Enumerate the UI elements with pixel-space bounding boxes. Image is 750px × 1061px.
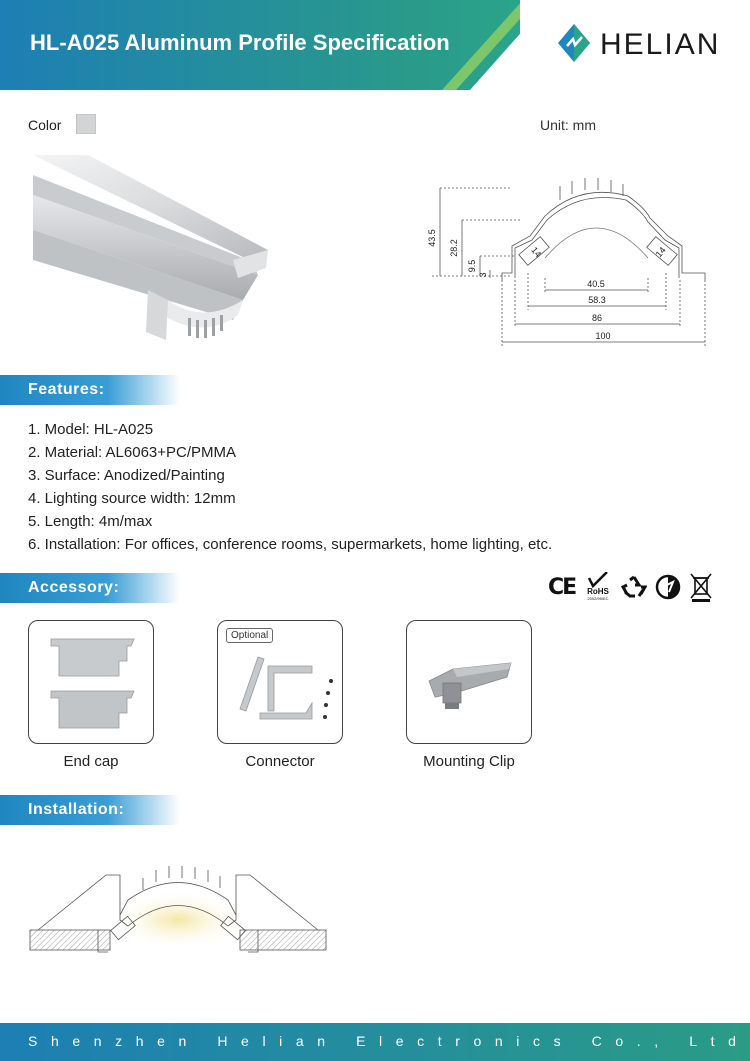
features-list xyxy=(28,418,552,556)
recycle-icon xyxy=(621,574,647,600)
dim-width-outer: 86 xyxy=(591,313,603,323)
company-name: Shenzhen Helian Electronics Co., Ltd xyxy=(28,1033,750,1049)
product-photo xyxy=(28,150,273,355)
connector-caption: Connector xyxy=(245,753,315,770)
dim-height-low: 9.5 xyxy=(467,259,477,273)
color-swatch xyxy=(76,114,96,134)
page-title: HL-A025 Aluminum Profile Specification xyxy=(30,30,450,55)
brand-name: HELIAN xyxy=(600,28,721,61)
footer-bar xyxy=(0,1023,750,1061)
dim-strip-left: 14 xyxy=(529,245,544,260)
accessory-section-bar xyxy=(0,573,180,603)
certification-icons xyxy=(548,572,728,602)
color-label: Color xyxy=(28,117,62,133)
connector-image xyxy=(217,620,343,744)
feature-item: 1. Model: HL-A025 xyxy=(28,421,154,438)
dim-width-mid: 58.3 xyxy=(588,295,606,305)
profile-cross-section-drawing xyxy=(420,178,720,358)
dim-height-small: 3 xyxy=(478,272,488,278)
unit-label: Unit: mm xyxy=(540,117,596,133)
header-banner xyxy=(0,0,750,90)
weee-bin-icon xyxy=(689,572,713,602)
feature-item: 2. Material: AL6063+PC/PMMA xyxy=(28,444,237,461)
dim-height-mid: 28.2 xyxy=(449,239,459,257)
feature-item: 6. Installation: For offices, conference rooms, supermarkets, home lighting, etc. xyxy=(28,536,553,553)
rohs-text: RoHS xyxy=(587,587,610,596)
helian-logo-icon xyxy=(558,24,590,62)
mounting-clip-caption: Mounting Clip xyxy=(423,753,515,770)
dim-width-inner: 40.5 xyxy=(587,279,605,289)
end-cap-caption: End cap xyxy=(63,753,119,770)
end-cap-image xyxy=(28,620,154,744)
features-section-bar xyxy=(0,375,180,405)
installation-diagram xyxy=(28,860,328,960)
rohs-subtext: 2002/95/EC xyxy=(587,596,609,601)
feature-item: 5. Length: 4m/max xyxy=(28,513,153,530)
optional-tag: Optional xyxy=(226,628,273,643)
ce-mark-icon: CE xyxy=(548,574,576,600)
rohs-icon xyxy=(583,572,613,602)
dim-width-total: 100 xyxy=(595,331,611,341)
installation-section-bar xyxy=(0,795,180,825)
mounting-clip-image xyxy=(406,620,532,744)
dim-height-total: 43.5 xyxy=(427,229,437,247)
installation-heading: Installation: xyxy=(28,801,125,818)
accessory-heading: Accessory: xyxy=(28,579,120,596)
features-heading: Features: xyxy=(28,381,105,398)
green-dot-icon xyxy=(655,574,681,600)
feature-item: 3. Surface: Anodized/Painting xyxy=(28,467,225,484)
dim-strip-right: 14 xyxy=(653,245,668,260)
feature-item: 4. Lighting source width: 12mm xyxy=(28,490,236,507)
